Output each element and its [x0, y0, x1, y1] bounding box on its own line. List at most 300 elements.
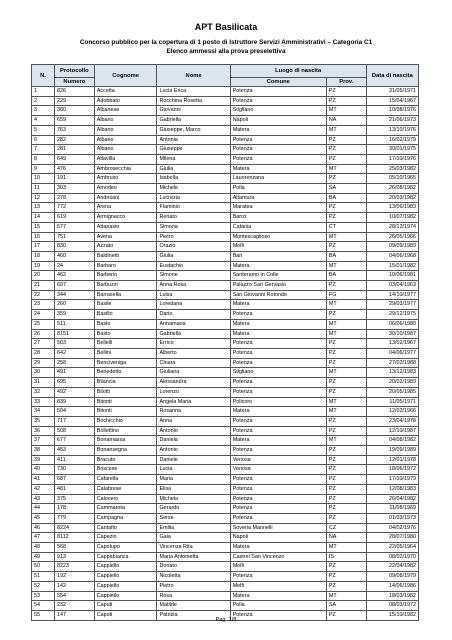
surname: Bochicchio [94, 416, 157, 426]
row-number: 10 [32, 174, 55, 184]
birth-date: 08/02/1970 [366, 552, 418, 562]
page-number: Pag. 1/8 [215, 617, 237, 623]
protocol-number: 8224 [55, 523, 95, 533]
birth-date: 01/03/1973 [366, 513, 418, 523]
surname: Barbuzzi [94, 281, 157, 291]
birth-province: BA [326, 251, 366, 261]
surname: Calabrese [94, 484, 157, 494]
protocol-number: 344 [55, 290, 95, 300]
surname: Ambrosecchia [94, 164, 157, 174]
birth-province: PZ [326, 484, 366, 494]
birth-date: 04/02/1976 [366, 523, 418, 533]
birth-province: NA [326, 533, 366, 543]
row-number: 46 [32, 523, 55, 533]
birth-date: 18/03/1982 [366, 591, 418, 601]
protocol-number: 492 [55, 387, 95, 397]
row-number: 20 [32, 271, 55, 281]
birth-city: Potenza [230, 348, 326, 358]
birth-province: MT [326, 543, 366, 553]
protocol-number: 504 [55, 407, 95, 417]
birth-date: 06/06/1980 [366, 319, 418, 329]
first-name: Chiara [157, 358, 230, 368]
birth-city: Venosa [230, 465, 326, 475]
row-number: 11 [32, 184, 55, 194]
row-number: 5 [32, 125, 55, 135]
protocol-number: 491 [55, 368, 95, 378]
surname: Bitonti [94, 397, 157, 407]
protocol-number: 730 [55, 465, 95, 475]
surname: Arena [94, 203, 157, 213]
row-number: 19 [32, 261, 55, 271]
row-number: 22 [32, 290, 55, 300]
birth-province: PZ [326, 446, 366, 456]
birth-date: 28/07/1980 [366, 533, 418, 543]
first-name: Pietro [157, 581, 230, 591]
birth-city: Matera [230, 261, 326, 271]
row-number: 12 [32, 193, 55, 203]
birth-city: Stigliano [230, 106, 326, 116]
surname: Adobbato [94, 96, 157, 106]
protocol-number: 568 [55, 543, 95, 553]
first-name: Errico [157, 339, 230, 349]
subtitle-line-1: Concorso pubblico per la copertura di 1 posto di Istruttore Servizi Amministrativi – Categoria C1 [79, 39, 373, 46]
first-name: Renato [157, 213, 230, 223]
birth-province: PZ [326, 455, 366, 465]
row-number: 42 [32, 484, 55, 494]
first-name: Pietro [157, 232, 230, 242]
first-name: Lucia [157, 465, 230, 475]
birth-date: 15/10/1982 [366, 610, 418, 620]
protocol-number: 360 [55, 106, 95, 116]
table-row [32, 319, 419, 329]
protocol-number: 303 [55, 184, 95, 194]
surname: Barbaro [94, 261, 157, 271]
birth-city: Potenza [230, 572, 326, 582]
surname: Campagna [94, 513, 157, 523]
birth-city: Potenza [230, 513, 326, 523]
birth-date: 12/08/1983 [366, 484, 418, 494]
surname: Cappiello [94, 591, 157, 601]
birth-province: MT [326, 232, 366, 242]
surname: Accetta [94, 87, 157, 97]
birth-province: PZ [326, 310, 366, 320]
table-row [32, 358, 419, 368]
table-body [32, 87, 419, 621]
table-row [32, 329, 419, 339]
birth-date: 17/10/1976 [366, 154, 418, 164]
table-row [32, 494, 419, 504]
protocol-number: 476 [55, 164, 95, 174]
table-row [32, 523, 419, 533]
row-number: 30 [32, 368, 55, 378]
table-row [32, 203, 419, 213]
birth-date: 09/08/1979 [366, 572, 418, 582]
birth-city: Bari [230, 251, 326, 261]
table-row [32, 290, 419, 300]
first-name: Elisa [157, 484, 230, 494]
protocol-number: 359 [55, 310, 95, 320]
protocol-number: 577 [55, 222, 95, 232]
table-row [32, 504, 419, 514]
surname: Capolupo [94, 543, 157, 553]
birth-city: Polla [230, 184, 326, 194]
birth-city: Matera [230, 329, 326, 339]
birth-province: PZ [326, 358, 366, 368]
header-protocollo: Protocollo [55, 65, 95, 78]
birth-province: PZ [326, 378, 366, 388]
birth-date: 29/03/1977 [366, 300, 418, 310]
birth-province: BA [326, 271, 366, 281]
birth-date: 17/10/1979 [366, 475, 418, 485]
birth-city: Policoro [230, 397, 326, 407]
first-name: Dario [157, 310, 230, 320]
first-name: Nicoletta [157, 572, 230, 582]
birth-city: Matera [230, 300, 326, 310]
first-name: Luisa [157, 290, 230, 300]
surname: Albanese [94, 106, 157, 116]
table-row [32, 106, 419, 116]
surname: Armignacco [94, 213, 157, 223]
birth-city: Matera [230, 319, 326, 329]
row-number: 3 [32, 106, 55, 116]
table-row [32, 416, 419, 426]
protocol-number: 659 [55, 116, 95, 126]
first-name: Gerardo [157, 504, 230, 514]
birth-city: Potenza [230, 145, 326, 155]
first-name: Patrizia [157, 610, 230, 620]
birth-city: Potenza [230, 387, 326, 397]
first-name: Lucrezia [157, 193, 230, 203]
birth-province: SA [326, 184, 366, 194]
birth-date: 26/08/1982 [366, 184, 418, 194]
first-name: Michela [157, 494, 230, 504]
table-row [32, 193, 419, 203]
first-name: Milena [157, 154, 230, 164]
birth-date: 04/06/1968 [366, 251, 418, 261]
surname: Benedetto [94, 368, 157, 378]
first-name: Antonio [157, 446, 230, 456]
birth-date: 30/10/1987 [366, 329, 418, 339]
birth-city: Potenza [230, 416, 326, 426]
surname: Cantafio [94, 523, 157, 533]
surname: Albano [94, 135, 157, 145]
protocol-number: 24 [55, 261, 95, 271]
row-number: 27 [32, 339, 55, 349]
table-row [32, 572, 419, 582]
table-row [32, 426, 419, 436]
protocol-number: 687 [55, 475, 95, 485]
first-name: Alessandra [157, 378, 230, 388]
row-number: 2 [32, 96, 55, 106]
row-number: 25 [32, 319, 55, 329]
table-row [32, 436, 419, 446]
surname: Basto [94, 329, 157, 339]
first-name: Gaia [157, 533, 230, 543]
birth-date: 12/02/1966 [366, 407, 418, 417]
table-row [32, 339, 419, 349]
birth-province: MT [326, 164, 366, 174]
birth-province: PZ [326, 387, 366, 397]
table-row [32, 232, 419, 242]
birth-province: MT [326, 591, 366, 601]
birth-city: Potenza [230, 484, 326, 494]
birth-province: PZ [326, 339, 366, 349]
first-name: Simona [157, 222, 230, 232]
table-row [32, 348, 419, 358]
row-number: 49 [32, 552, 55, 562]
table-row [32, 300, 419, 310]
table-row [32, 397, 419, 407]
birth-province: MT [326, 397, 366, 407]
table-row [32, 261, 419, 271]
birth-city: Altamura [230, 193, 326, 203]
first-name: Antonio [157, 426, 230, 436]
surname: Azzato [94, 242, 157, 252]
surname: Cappabianca [94, 552, 157, 562]
protocol-number: 511 [55, 319, 95, 329]
row-number: 33 [32, 397, 55, 407]
first-name: Maria [157, 475, 230, 485]
protocol-number: 772 [55, 203, 95, 213]
row-number: 54 [32, 601, 55, 611]
birth-city: Melfi [230, 242, 326, 252]
surname: Benciveniga [94, 358, 157, 368]
first-name: Giulia [157, 251, 230, 261]
birth-province: PZ [326, 96, 366, 106]
protocol-number: 229 [55, 96, 95, 106]
birth-province: PZ [326, 145, 366, 155]
birth-city: Potenza [230, 154, 326, 164]
table-row [32, 484, 419, 494]
surname: Capezio [94, 533, 157, 543]
birth-province: MT [326, 125, 366, 135]
row-number: 51 [32, 572, 55, 582]
row-number: 31 [32, 378, 55, 388]
protocol-number: 763 [55, 125, 95, 135]
row-number: 6 [32, 135, 55, 145]
birth-city: Potenza [230, 87, 326, 97]
birth-date: 08/03/1972 [366, 601, 418, 611]
birth-date: 18/06/1972 [366, 465, 418, 475]
first-name: Rosanna [157, 407, 230, 417]
first-name: Loredana [157, 300, 230, 310]
first-name: Antonia [157, 135, 230, 145]
birth-date: 03/04/1963 [366, 281, 418, 291]
table-row [32, 174, 419, 184]
protocol-number: 826 [55, 87, 95, 97]
surname: Basilio [94, 310, 157, 320]
birth-date: 27/02/1988 [366, 358, 418, 368]
first-name: Orazio [157, 242, 230, 252]
birth-city: Potenza [230, 358, 326, 368]
protocol-number: 453 [55, 446, 95, 456]
birth-date: 10/07/1982 [366, 213, 418, 223]
surname: Basile [94, 300, 157, 310]
birth-province: SA [326, 601, 366, 611]
first-name: Lorenzo [157, 387, 230, 397]
protocol-number: 260 [55, 300, 95, 310]
birth-date: 12/01/1978 [366, 455, 418, 465]
header-prov: Prov. [326, 78, 366, 87]
first-name: Rosa [157, 591, 230, 601]
birth-province: MT [326, 300, 366, 310]
first-name: Vincenza Rita [157, 543, 230, 553]
protocol-number: 481 [55, 484, 95, 494]
header-comune: Comune [230, 78, 326, 87]
table-row [32, 87, 419, 97]
surname: Bellelli [94, 339, 157, 349]
surname: Albano [94, 125, 157, 135]
birth-city: Palazzo San Gervasio [230, 281, 326, 291]
protocol-number: 508 [55, 426, 95, 436]
surname: Attanasio [94, 222, 157, 232]
table-row [32, 251, 419, 261]
first-name: Giuseppe, Marco [157, 125, 230, 135]
birth-province: NA [326, 116, 366, 126]
birth-date: 14/10/1977 [366, 290, 418, 300]
birth-city: Venosa [230, 455, 326, 465]
first-name: Donato [157, 562, 230, 572]
birth-city: Potenza [230, 494, 326, 504]
birth-date: 15/01/1982 [366, 261, 418, 271]
first-name: Gabriella [157, 116, 230, 126]
birth-city: Potenza [230, 378, 326, 388]
birth-province: PZ [326, 504, 366, 514]
first-name: Eustachio [157, 261, 230, 271]
row-number: 18 [32, 251, 55, 261]
row-number: 50 [32, 562, 55, 572]
protocol-number: 142 [55, 581, 95, 591]
birth-city: Maratea [230, 203, 326, 213]
row-number: 26 [32, 329, 55, 339]
row-number: 21 [32, 281, 55, 291]
header-cognome: Cognome [94, 65, 157, 87]
protocol-number: 8223 [55, 562, 95, 572]
surname: Andrisani [94, 193, 157, 203]
birth-city: Melfi [230, 581, 326, 591]
surname: Ambruso [94, 174, 157, 184]
birth-city: Potenza [230, 310, 326, 320]
header-numero: Numero [55, 78, 95, 87]
row-number: 45 [32, 513, 55, 523]
birth-city: Matera [230, 164, 326, 174]
surname: Bilotti [94, 387, 157, 397]
birth-date: 26/05/1966 [366, 232, 418, 242]
first-name: Rocchina Rosetta [157, 96, 230, 106]
protocol-number: 8151 [55, 329, 95, 339]
table-row [32, 446, 419, 456]
protocol-number: 554 [55, 591, 95, 601]
birth-city: Melfi [230, 562, 326, 572]
table-row [32, 271, 419, 281]
birth-date: 09/09/1983 [366, 242, 418, 252]
first-name: Giuseppe [157, 145, 230, 155]
birth-date: 25/03/1982 [366, 164, 418, 174]
birth-city: Potenza [230, 339, 326, 349]
surname: Cammarota [94, 504, 157, 514]
surname: Albano [94, 145, 157, 155]
protocol-number: 375 [55, 494, 95, 504]
table-row [32, 387, 419, 397]
birth-province: PZ [326, 562, 366, 572]
birth-date: 10/06/1981 [366, 271, 418, 281]
table-row [32, 222, 419, 232]
row-number: 14 [32, 213, 55, 223]
surname: Barrasella [94, 290, 157, 300]
table-row [32, 455, 419, 465]
protocol-number: 830 [55, 242, 95, 252]
birth-province: PZ [326, 154, 366, 164]
protocol-number: 258 [55, 358, 95, 368]
row-number: 40 [32, 465, 55, 475]
birth-date: 22/04/1982 [366, 562, 418, 572]
birth-province: MT [326, 329, 366, 339]
protocol-number: 619 [55, 213, 95, 223]
row-number: 36 [32, 426, 55, 436]
birth-province: MT [326, 368, 366, 378]
row-number: 53 [32, 591, 55, 601]
protocol-number: 779 [55, 513, 95, 523]
birth-city: Potenza [230, 610, 326, 620]
row-number: 44 [32, 504, 55, 514]
birth-date: 23/04/1978 [366, 416, 418, 426]
birth-date: 10/08/1976 [366, 106, 418, 116]
birth-city: Stigliano [230, 368, 326, 378]
table-row [32, 125, 419, 135]
birth-city: San Giovanni Rotondo [230, 290, 326, 300]
surname: Cappiello [94, 562, 157, 572]
birth-province: PZ [326, 213, 366, 223]
birth-date: 22/05/1964 [366, 543, 418, 553]
row-number: 15 [32, 222, 55, 232]
row-number: 38 [32, 446, 55, 456]
table-row [32, 154, 419, 164]
birth-date: 29/12/1975 [366, 310, 418, 320]
protocol-number: 191 [55, 174, 95, 184]
table-row [32, 552, 419, 562]
protocol-number: 717 [55, 416, 95, 426]
birth-province: CT [326, 222, 366, 232]
surname: Albano [94, 116, 157, 126]
row-number: 28 [32, 348, 55, 358]
table-row [32, 116, 419, 126]
row-number: 48 [32, 543, 55, 553]
row-number: 43 [32, 494, 55, 504]
protocol-number: 460 [55, 251, 95, 261]
protocol-number: 649 [55, 154, 95, 164]
protocol-number: 178 [55, 504, 95, 514]
birth-province: PZ [326, 494, 366, 504]
birth-province: PZ [326, 572, 366, 582]
surname: Bellini [94, 348, 157, 358]
first-name: Flaminio [157, 203, 230, 213]
birth-city: Potenza [230, 504, 326, 514]
first-name: Matilde [157, 601, 230, 611]
birth-city: Banzi [230, 213, 326, 223]
row-number: 16 [32, 232, 55, 242]
birth-province: MT [326, 436, 366, 446]
birth-province: PZ [326, 513, 366, 523]
surname: Caputi [94, 610, 157, 620]
first-name: Isabella [157, 174, 230, 184]
birth-province: MT [326, 407, 366, 417]
table-row [32, 145, 419, 155]
table-row [32, 601, 419, 611]
birth-city: Soveria Mannelli [230, 523, 326, 533]
first-name: Serse [157, 513, 230, 523]
table-row [32, 135, 419, 145]
birth-date: 04/08/1982 [366, 436, 418, 446]
